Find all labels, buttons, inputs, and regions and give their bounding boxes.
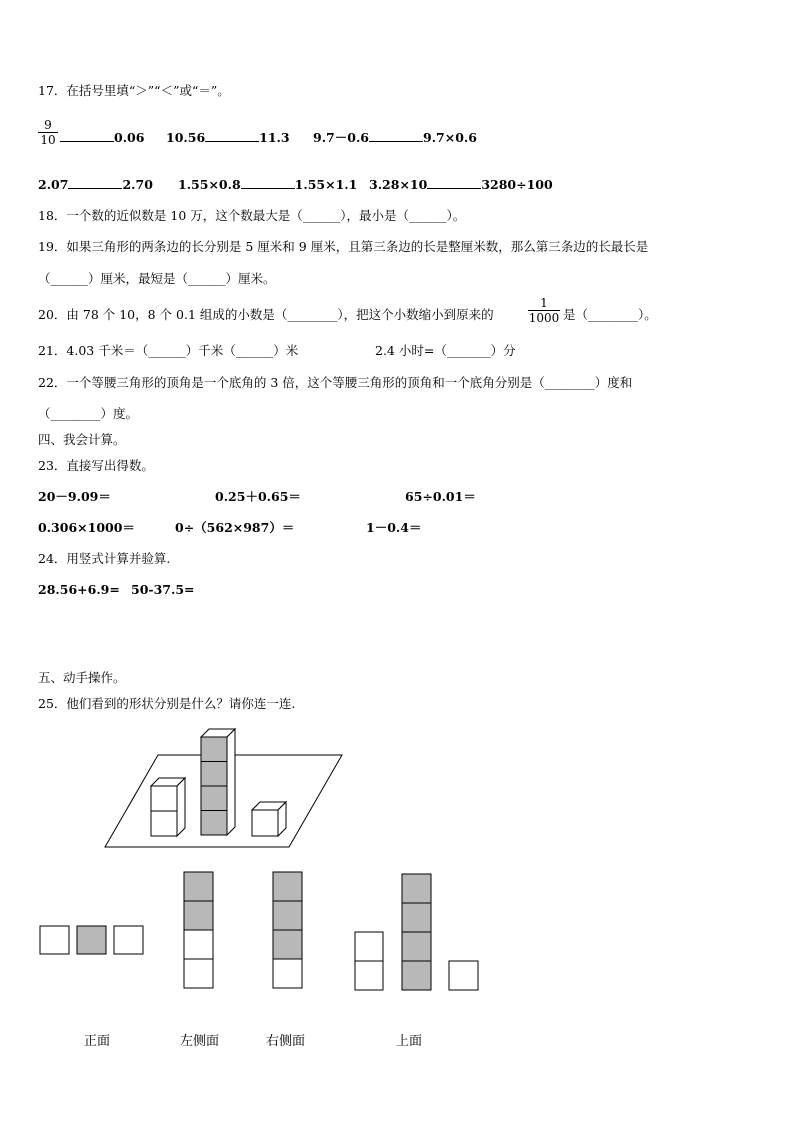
q24-item: 50-37.5= [131,582,195,597]
caption-top: 上面 [396,1034,423,1049]
q19-line2: （______）厘米，最短是（______）厘米。 [38,271,276,286]
caption-left-side: 左侧面 [180,1034,220,1049]
q20-before: 20．由 78 个 10，8 个 0.1 组成的小数是（________），把这个小数缩小到原来的 [38,307,494,322]
q23-item: 1－0.4＝ [366,520,422,535]
q24-title: 24．用竖式计算并验算. [38,551,171,566]
q22-line2: （________）度。 [38,406,139,421]
view-option-left [184,872,213,988]
fraction-denominator: 1000 [528,311,560,325]
q23-item: 0.306×1000＝ [38,520,135,535]
q23-title: 23．直接写出得数。 [38,458,154,473]
q24-item: 28.56+6.9= [38,582,120,597]
q17-row2-a: 2.07 2.70 [38,177,153,192]
q17-row1-b: 10.56 11.3 [166,130,290,145]
caption-front: 正面 [84,1034,111,1049]
q17-row1-a: 0.06 [60,129,144,147]
view-option-top [355,874,478,990]
q23-item: 20－9.09＝ [38,489,111,504]
fraction-denominator: 10 [40,133,56,147]
q17-row2-c: 3.28×10 3280÷100 [369,177,553,192]
q21-part1: 21．4.03 千米＝（______）千米（______）米 [38,343,299,358]
fraction-numerator: 1 [540,296,548,310]
q18-text: 18．一个数的近似数是 10 万，这个数最大是（______），最小是（______）。 [38,208,466,223]
q21-part2: 2.4 小时=（_______）分 [375,343,516,358]
q23-item: 0.25＋0.65＝ [215,489,301,504]
q19-line1: 19．如果三角形的两条边的长分别是 5 厘米和 9 厘米，且第三条边的长是整厘米数，那么第三条边的长最长是 [38,239,649,254]
q20-after: 是（________）。 [563,307,657,322]
cube-stack-left [151,778,185,836]
q17-row1-c: 9.7－0.6 9.7×0.6 [313,130,477,145]
q17-row2-b: 1.55×0.8 1.55×1.1 [178,177,358,192]
section-heading: 五、动手操作。 [38,670,126,685]
q25-title: 25．他们看到的形状分别是什么？请你连一连. [38,696,296,711]
q17-title: 17．在括号里填“＞”“＜”或“＝”。 [38,83,230,98]
fraction-numerator: 9 [44,118,52,132]
section-heading: 四、我会计算。 [38,432,126,447]
cube-single-right [252,802,286,836]
caption-right-side: 右侧面 [266,1034,306,1049]
view-option-front [40,926,143,954]
view-option-right [273,872,302,988]
q23-item: 0÷（562×987）＝ [175,520,295,535]
cube-stack-middle [201,729,235,835]
q23-item: 65÷0.01＝ [405,489,476,504]
q22-line1: 22．一个等腰三角形的顶角是一个底角的 3 倍，这个等腰三角形的顶角和一个底角分别是（________）度和 [38,375,633,390]
